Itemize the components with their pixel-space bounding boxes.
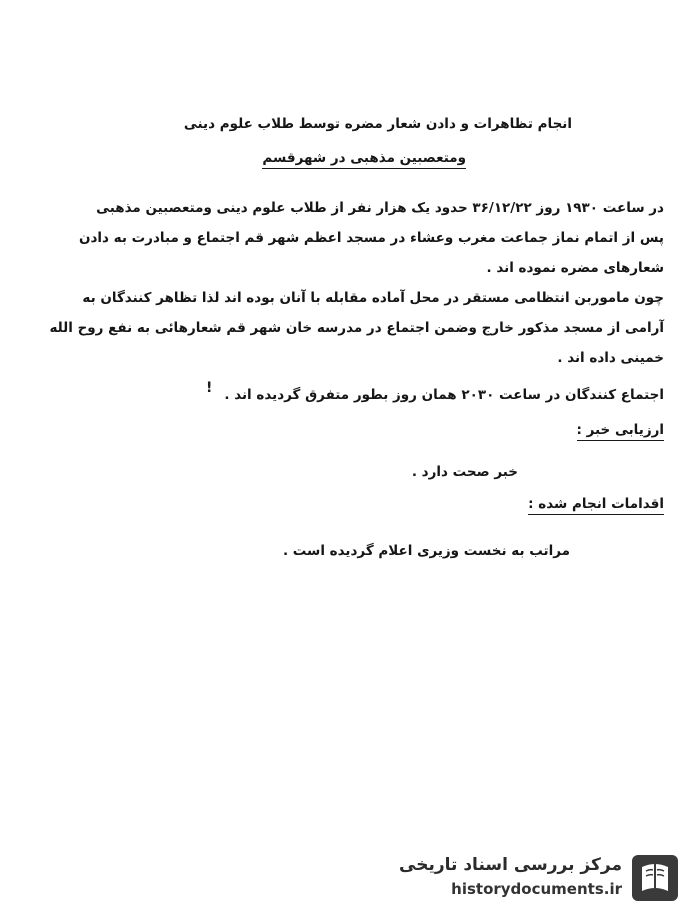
document-title-line-1: انجام تظاهرات و دادن شعار مضره توسط طلاب علوم دینی (183, 116, 572, 132)
archive-watermark (392, 849, 682, 907)
archive-logo-icon (628, 851, 682, 905)
body-line-4: چون ماموربن انتظامی مستقر در محل آماده مقابله با آنان بوده اند لذا تظاهر کنندگان به (82, 290, 664, 306)
body-line-6: خمینی داده اند . (557, 350, 664, 366)
archive-website: historydocuments.ir (451, 880, 622, 898)
body-line-1: در ساعت ۱۹۳۰ روز ۳۶/۱۲/۲۲ حدود یک هزار نفر از طلاب علوم دینی ومتعصبین مذهبی (96, 200, 664, 216)
body-line-7: اجتماع کنندگان در ساعت ۲۰۳۰ همان روز بطور متفرق گردیده اند . (224, 387, 664, 403)
body-line-2: پس از اتمام نماز جماعت مغرب وعشاء در مسجد اعظم شهر قم اجتماع و مبادرت به دادن (78, 230, 664, 246)
document-title-line-2: ومتعصبین مذهبی در شهرقسم (262, 150, 466, 169)
section-actions-label: اقدامات انجام شده : (528, 496, 664, 515)
section-actions-text: مراتب به نخست وزیری اعلام گردیده است . (282, 543, 570, 559)
archive-name: مرکز بررسی اسناد تاریخی (399, 855, 622, 875)
body-line-5: آرامی از مسجد مذکور خارج وضمن اجتماع در مدرسه خان شهر قم شعارهائی به نفع روح الله (49, 320, 664, 336)
section-source-label: ارزیابی خبر : (577, 422, 664, 441)
section-source-text: خبر صحت دارد . (411, 464, 518, 480)
body-line-3: شعارهای مضره نموده اند . (486, 260, 664, 276)
margin-tick-mark: ! (206, 380, 213, 396)
